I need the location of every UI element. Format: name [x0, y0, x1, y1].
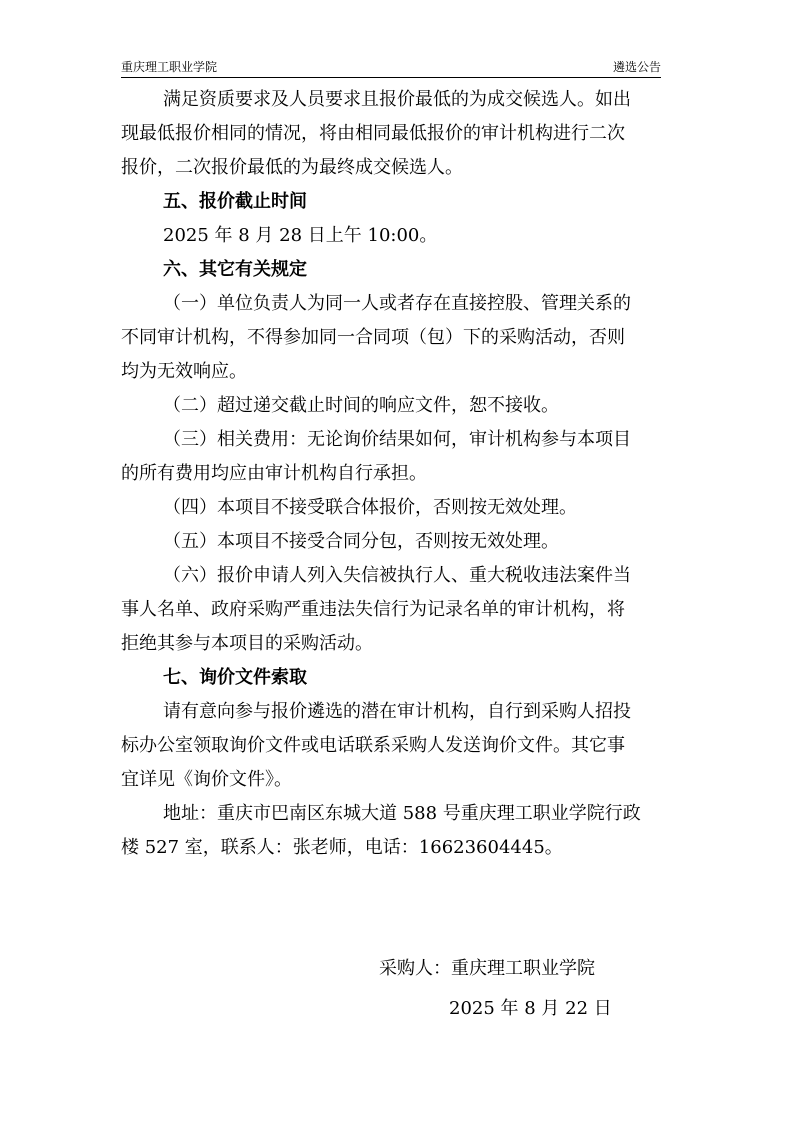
header-institution: 重庆理工职业学院 [121, 60, 218, 74]
deadline-text: 2025 年 8 月 28 日上午 10:00。 [163, 225, 438, 246]
rule-6-line: 事人名单、政府采购严重违法失信行为记录名单的审计机构，将 [121, 599, 625, 620]
section-heading-deadline: 五、报价截止时间 [163, 191, 307, 212]
rule-2: （二）超过递交截止时间的响应文件，恕不接收。 [163, 395, 559, 416]
page-header [121, 58, 661, 76]
section-heading-rules: 六、其它有关规定 [163, 259, 307, 280]
rule-5: （五）本项目不接受合同分包，否则按无效处理。 [163, 531, 559, 552]
address-line: 地址：重庆市巴南区东城大道 588 号重庆理工职业学院行政 [163, 803, 641, 824]
body-line: 满足资质要求及人员要求且报价最低的为成交候选人。如出 [163, 89, 631, 110]
rule-1-line: 均为无效响应。 [121, 361, 247, 382]
section-heading-documents: 七、询价文件索取 [163, 667, 307, 688]
signature-date: 2025 年 8 月 22 日 [449, 998, 612, 1019]
rule-3-line: （三）相关费用：无论询价结果如何，审计机构参与本项目 [163, 429, 631, 450]
rule-1-line: （一）单位负责人为同一人或者存在直接控股、管理关系的 [163, 293, 631, 314]
documents-line: 请有意向参与报价遴选的潜在审计机构，自行到采购人招投 [163, 701, 631, 722]
documents-line: 宜详见《询价文件》。 [121, 769, 292, 790]
rule-6-line: （六）报价申请人列入失信被执行人、重大税收违法案件当 [163, 565, 631, 586]
address-line: 楼 527 室，联系人：张老师，电话：16623604445。 [121, 837, 563, 858]
body-line: 报价，二次报价最低的为最终成交候选人。 [121, 157, 463, 178]
purchaser-name: 采购人：重庆理工职业学院 [379, 958, 595, 979]
header-doc-type: 遴选公告 [612, 60, 661, 74]
documents-line: 标办公室领取询价文件或电话联系采购人发送询价文件。其它事 [121, 735, 625, 756]
header-divider [121, 77, 661, 78]
rule-4: （四）本项目不接受联合体报价，否则按无效处理。 [163, 497, 577, 518]
body-line: 现最低报价相同的情况，将由相同最低报价的审计机构进行二次 [121, 123, 625, 144]
signature-block [379, 949, 612, 1029]
document-body [121, 83, 673, 865]
rule-6-line: 拒绝其参与本项目的采购活动。 [121, 633, 373, 654]
rule-1-line: 不同审计机构，不得参加同一合同项（包）下的采购活动，否则 [121, 327, 625, 348]
rule-3-line: 的所有费用均应由审计机构自行承担。 [121, 463, 427, 484]
